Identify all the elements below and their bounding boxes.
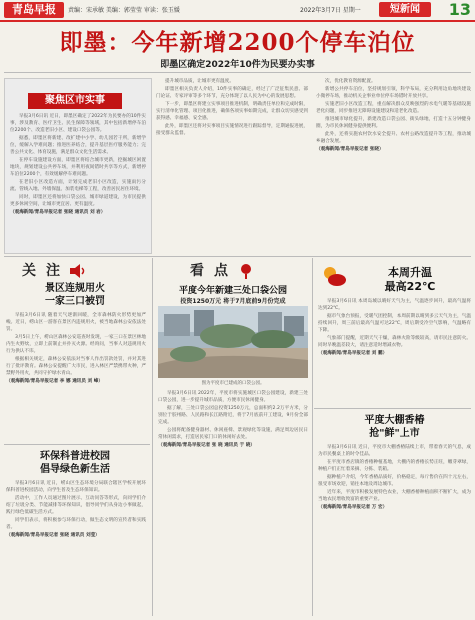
col3-paragraph: 新增公共停车泊位，坚持规划引领，科学布局，充分利用边角地块建设小微停车场，推动机关企事业单位停车场错时开放共享。 <box>316 87 471 99</box>
focus-paragraph: 公园将配备健身器材、休闲座椅、景观绿化等设施，满足周边居民日常休闲需求，打造居民家门口的休闲好去处。 <box>158 428 308 440</box>
weather-paragraph: 气象部门提醒，近期天气干燥，森林火险等级较高，请市民注意防火。同时早晚温差较大，请注意适时增减衣物。 <box>318 336 471 348</box>
weather-paragraph: 早报3月6日讯 本周岛城以晴好天气为主，气温逐步回升，最高气温将达到22℃。 <box>318 299 471 311</box>
eco-body <box>6 480 146 614</box>
feature-title: 聚焦区市实事 <box>28 93 122 109</box>
col2-paragraph: 下一步，即墨区将建立实事项目推进机制，明确责任单位和完成时限，实行清单化管理、项目化推进，确保各项实事如期完成，让群众切实感受到获得感、幸福感、安全感。 <box>156 102 308 121</box>
right-divider <box>314 408 471 409</box>
feature-paragraph: 早报3月6日讯 近日，即墨区确定了2022年为民要办的10件实事，涉及教育、医疗卫生、民生保障等领域，其中包括新增停车泊位2200个、改造老旧小区、建设口袋公园等。 <box>10 114 146 133</box>
focus-paragraph: 据了解，三处口袋公园总投资1250万元，总面积约2.2万平方米，分别位于胶州路、人民路和长江路附近，将于7月底前开工建设，9月份全部完成。 <box>158 406 308 425</box>
greenhouse-body <box>318 444 471 614</box>
park-photo-caption: 图为平度市已建成的口袋公园。 <box>201 381 265 386</box>
focus-body <box>158 390 308 614</box>
feature-paragraph: 据悉，即墨区将新建、改扩建中小学、幼儿园若干所，新增学位，缓解入学难问题；推进医养结合，提升基层医疗服务能力；完善公共文化、体育设施，满足群众文化生活需求。 <box>10 136 146 155</box>
greenhouse-paragraph: 据种植户介绍，今年香椿品质好，价格稳定，每斤售价在四十元左右，很受市场欢迎，销往本地及周边城市。 <box>318 475 471 487</box>
col2-paragraph: 提升城市品质，让城市更有温度。 <box>165 79 234 84</box>
feature-paragraph: 在老旧小区改造方面，计划完成老旧小区改造，实施雨污分流、管线入地、外墙保温、加装电梯等工程，改善居民居住环境。 <box>10 180 146 192</box>
attention-credit: （观海新闻/青岛早报记者 李 娜 通讯员 刘 峰） <box>6 379 103 384</box>
attention-paragraph: 根据相关规定，森林公安依法对当事人作出罚款处罚，并对其进行了批评教育。森林公安提醒广大市民，进入林区严禁携带火种，严禁野外用火，共同守护绿水青山。 <box>6 357 146 376</box>
feature-paragraph: 在停车设施建设方面，即墨区将结合城市更新，挖掘城区闲置地块，规划建设公共停车场，并利用夜间错时共享等方式，新增停车泊位2200个，有效缓解停车难问题。 <box>10 158 146 177</box>
feature-paragraph: 同时，即墨区还将加快口袋公园、城市绿道建设，为市民提供更多休闲空间，让城市更宜居、更有温度。 <box>10 195 146 207</box>
attention-title: 景区连规用火 一家三口被罚 <box>45 283 105 307</box>
focus-label: 看点 <box>190 263 238 279</box>
greenhouse-credit: （观海新闻/青岛早报记者 万 宏） <box>318 505 388 510</box>
col2-paragraph: 即墨区相关负责人介绍，10件实事的确定，经过了广泛征集民意、部门论证、专家评审等多个环节，充分体现了以人民为中心的发展思想。 <box>156 87 308 99</box>
col3-paragraph: 推进城市绿化提升，新建改造口袋公园、街头绿地，打造十五分钟健身圈，为市民休闲健身提供便利。 <box>316 117 471 129</box>
attention-paragraph: 早报3月6日讯 随着天气逐渐回暖，全市森林防火形势更加严峻。近日，崂山区一游客在景区内违规用火，被当地森林公安依法处罚。 <box>6 313 146 332</box>
feature-body <box>10 113 146 249</box>
focus-title: 平度今年新建三处口袋公园 <box>178 286 287 296</box>
section-tag: 短新闻 <box>379 2 431 17</box>
eco-paragraph: 早报3月6日讯 近日，崂山区生态环境分局联合辖区学校开展环保科普进校园活动，向学生普及生态环保知识。 <box>6 481 146 493</box>
attention-paragraph: 3月5日上午，崂山区森林公安巡查时发现，一家三口在景区林地内生火野炊，立即上前制止并扑灭火源。经询问，当事人对违规用火行为供认不讳。 <box>6 335 146 354</box>
focus-paragraph: 早报3月6日讯 2022年，平度市将实施城区口袋公园建设，新建三处口袋公园，进一步提升城市品质，方便市民休闲健身。 <box>158 391 308 403</box>
focus-credit: （观海新闻/青岛早报记者 张 晓 通讯员 于 晓） <box>158 443 255 448</box>
page-number: 13 <box>448 0 471 19</box>
main-story-col2 <box>156 78 308 252</box>
main-story-col3 <box>316 78 471 252</box>
main-subhead: 即墨区确定2022年10件为民要办实事 <box>160 60 315 70</box>
eco-paragraph: 活动中，工作人员通过图片展示、互动问答等形式，向同学们介绍了垃圾分类、节能减排等环保知识，倡导同学们从身边小事做起，践行绿色低碳生活方式。 <box>6 496 146 515</box>
col3-credit: （观海新闻/青岛早报记者 张晓） <box>316 147 384 152</box>
page-header <box>0 0 475 20</box>
eco-paragraph: 同学们表示，将积极参与环保行动，做生态文明的宣传者和实践者。 <box>6 518 146 530</box>
greenhouse-title: 平度大棚香椿 抢"鲜"上市 <box>364 415 425 439</box>
headline-rule <box>4 72 471 73</box>
main-headline: 即墨：今年新增2200个停车泊位 <box>59 29 416 56</box>
focus-subtitle: 投资1250万元 将于7月底前9月份完成 <box>180 298 286 305</box>
greenhouse-paragraph: 早报3月6日讯 近日，平度市大棚香椿陆续上市，带着春天的气息，成为市民餐桌上的时令佳品。 <box>318 445 471 457</box>
col3-paragraph: 实施老旧小区改造工程，重点解决群众反映强烈的水电气暖等基础设施老化问题，同步推进无障碍设施建设和适老化改造。 <box>316 102 471 114</box>
attention-label: 关注 <box>22 263 70 279</box>
weather-title: 本周升温 最高22℃ <box>384 266 436 293</box>
eco-credit: （观海新闻/青岛早报记者 张晓 通讯员 刘莹） <box>6 533 100 538</box>
issue-date: 2022年3月7日 星期一 <box>300 7 361 14</box>
col2-paragraph: 此外，即墨区还将对实事项目实施情况进行跟踪督导，定期通报进展，接受群众监督。 <box>156 124 308 136</box>
col3-paragraph: 此外，还将实施农村饮水安全提升、农村公路改造提升等工程，推动城乡融合发展。 <box>316 132 471 144</box>
weather-body <box>318 298 471 404</box>
col3-paragraph: 次，优化教育资源配置。 <box>325 79 376 84</box>
attention-body <box>6 312 146 440</box>
weather-paragraph: 据市气象台预报，受暖气团控制，本周前期以晴到多云天气为主，气温持续回升，周三前后最高气温可达22℃，周后期受冷空气影响，气温略有下降。 <box>318 314 471 333</box>
editors-line: 责编：宋承敏 美编：郭莹莹 审读：张玉媛 <box>68 7 180 14</box>
eco-title: 环保科普进校园 倡导绿色新生活 <box>40 451 110 475</box>
weather-credit: （观海新闻/青岛早报记者 刘 鹏） <box>318 351 388 356</box>
greenhouse-paragraph: 近年来，平度市积极发展特色农业，大棚香椿种植面积不断扩大，成为当地农民增收致富的重要产业。 <box>318 490 471 502</box>
col-divider-left <box>152 258 153 616</box>
feature-credit: （观海新闻/青岛早报记者 张晓 通讯员 刘 岩） <box>10 210 106 215</box>
col-divider-right <box>312 258 313 616</box>
pin-icon <box>236 262 256 280</box>
weather-icon <box>320 264 348 288</box>
greenhouse-paragraph: 在平度市香店镇的香椿种植基地，大棚内的香椿长势正旺，嫩芽翠绿，种植户们正忙着采摘、分拣、装箱。 <box>318 460 471 472</box>
header-rule <box>0 20 475 22</box>
speaker-icon <box>68 262 88 280</box>
section-rule <box>4 256 471 257</box>
park-photo <box>158 306 308 378</box>
left-divider <box>4 444 150 445</box>
newspaper-logo: 青岛早报 <box>4 2 64 18</box>
